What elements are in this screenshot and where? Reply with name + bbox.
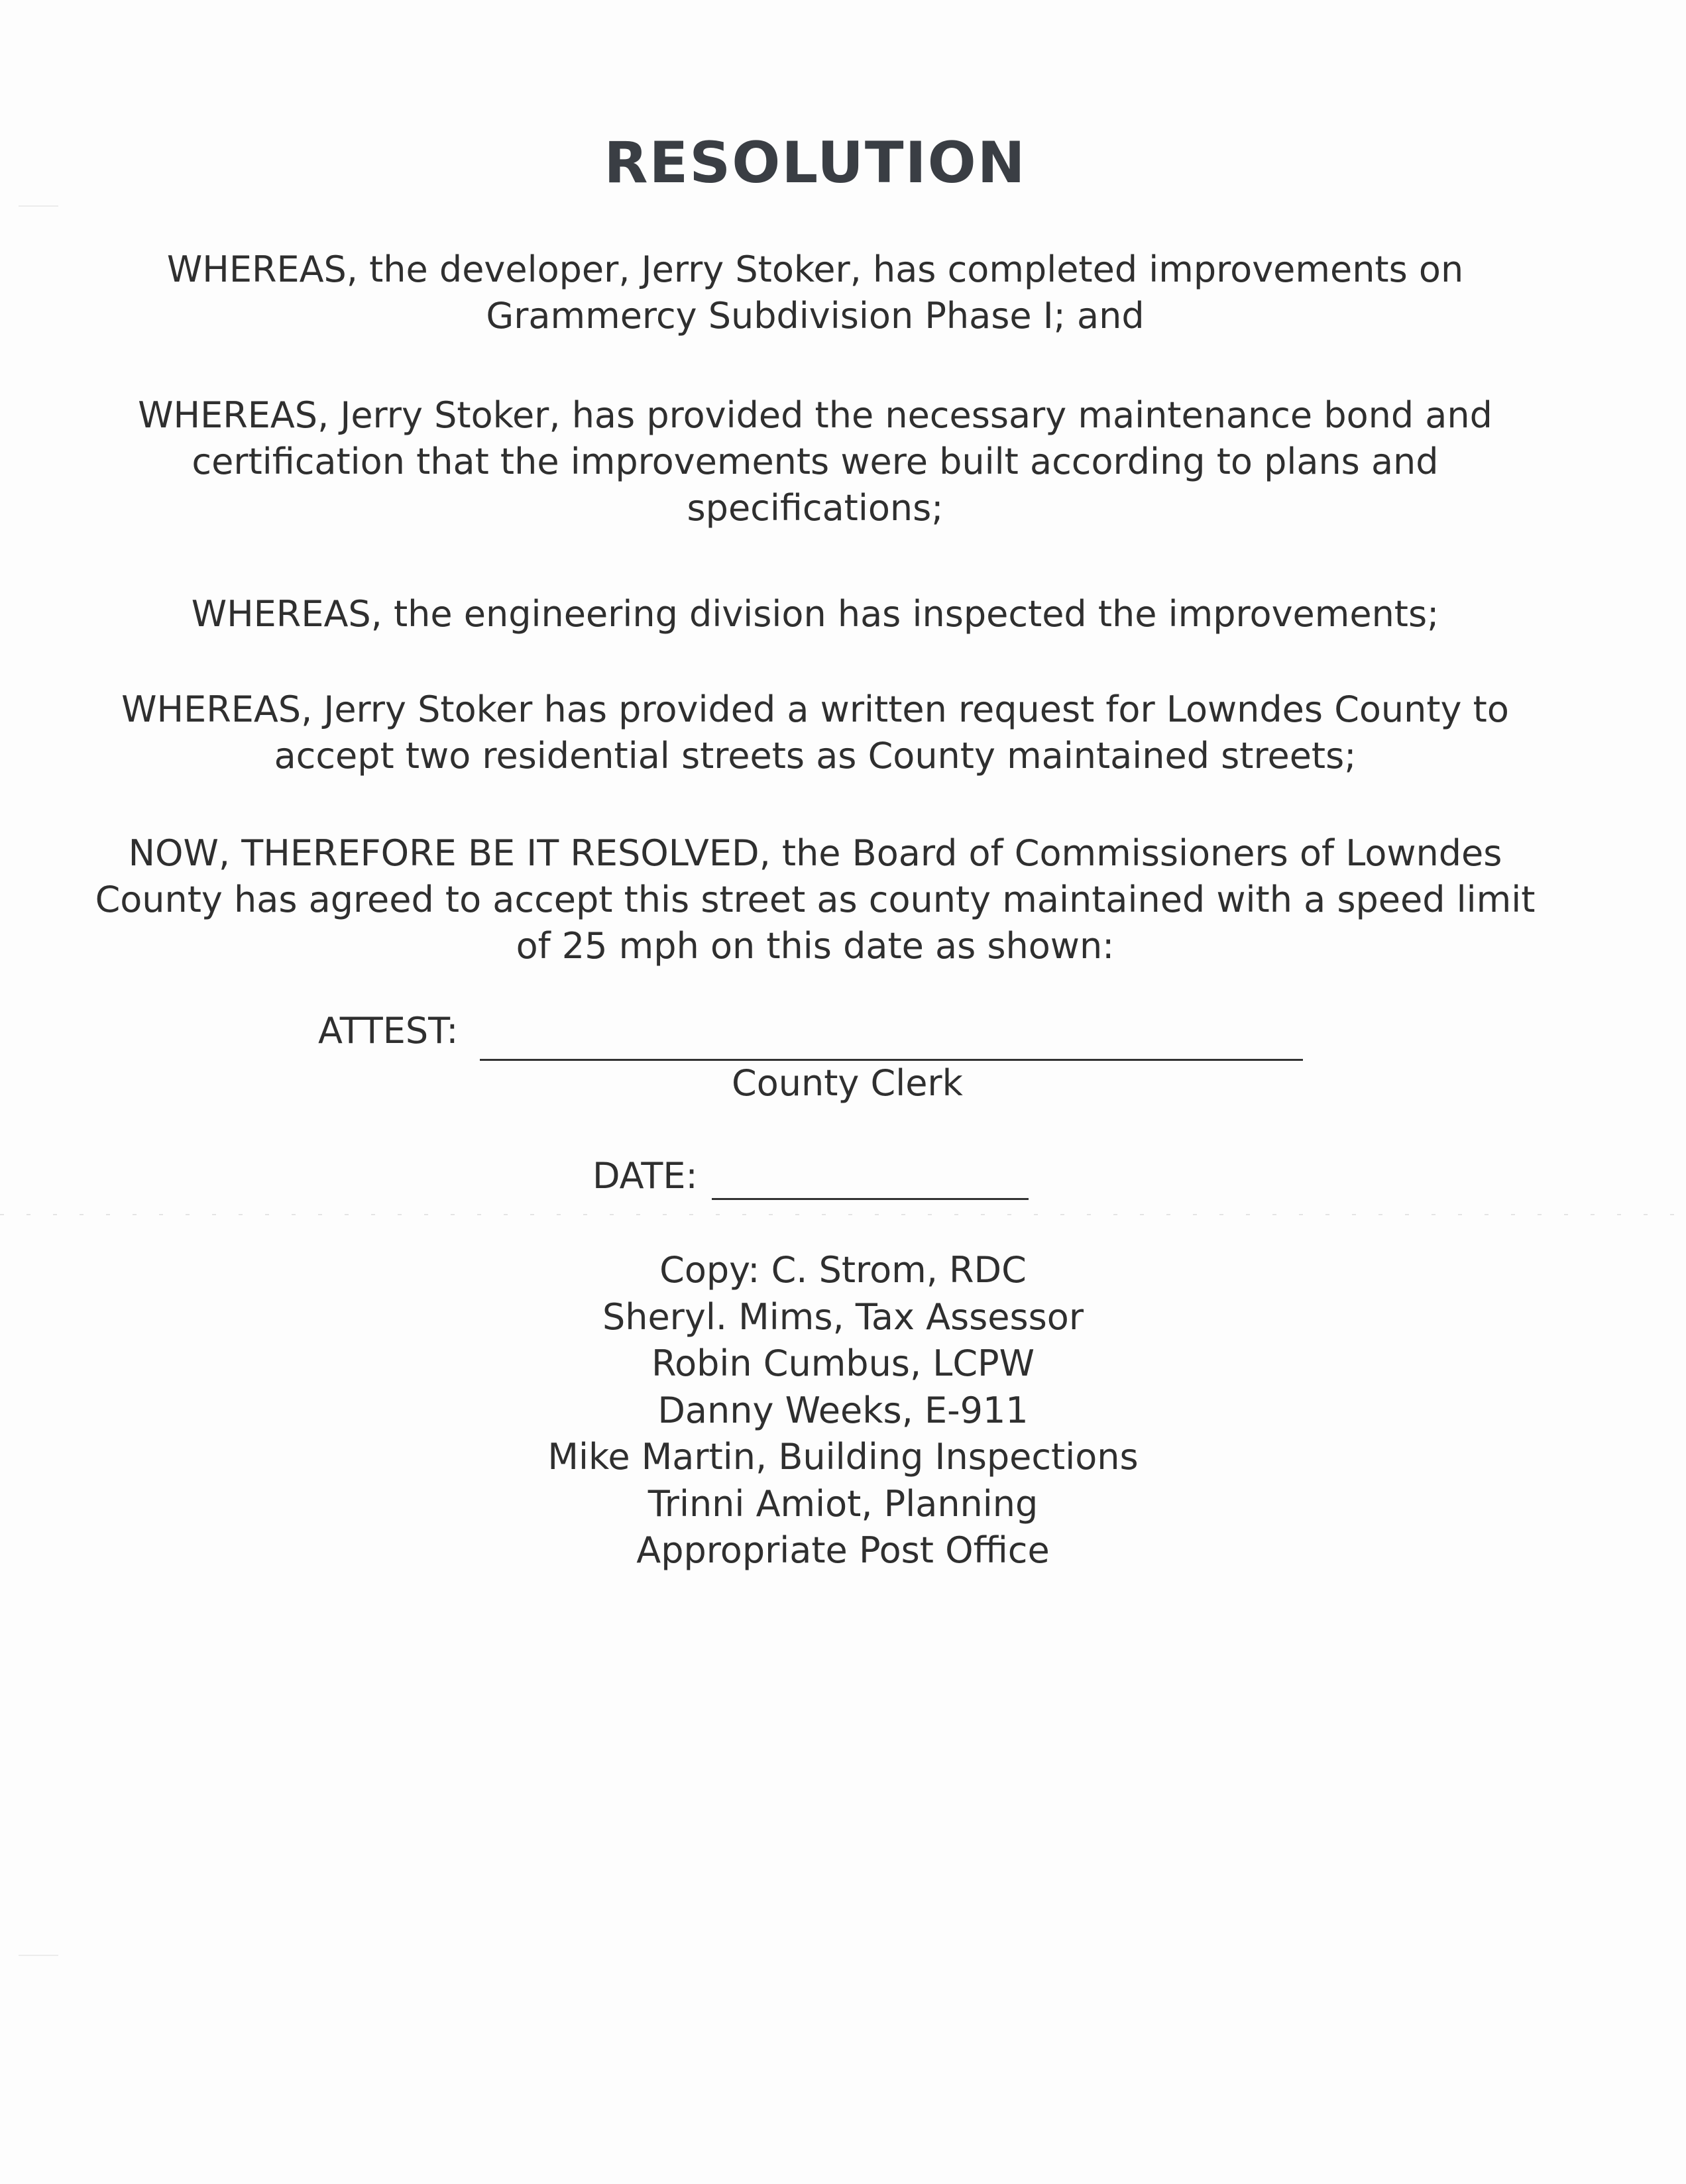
date-label: DATE: bbox=[592, 1155, 698, 1197]
copy-recipient: Robin Cumbus, LCPW bbox=[651, 1342, 1035, 1384]
whereas-paragraph-2: WHEREAS, Jerry Stoker, has provided the necessary maintenance bond and certification that the improvements were built according to plans and specifications; bbox=[138, 394, 1492, 529]
date-signature-line bbox=[712, 1198, 1029, 1200]
scan-edge-mark bbox=[19, 205, 58, 207]
document-title: RESOLUTION bbox=[604, 130, 1027, 196]
copy-distribution-list bbox=[0, 1247, 1686, 1574]
scan-edge-mark bbox=[19, 1955, 58, 1956]
attest-signature-line bbox=[480, 1059, 1303, 1061]
copy-recipient: Mike Martin, Building Inspections bbox=[547, 1436, 1139, 1478]
whereas-paragraph-3: WHEREAS, the engineering division has inspected the improvements; bbox=[191, 593, 1439, 635]
copy-recipient: Appropriate Post Office bbox=[636, 1529, 1050, 1571]
copy-recipient: Sheryl. Mims, Tax Assessor bbox=[602, 1295, 1084, 1338]
whereas-paragraph-4: WHEREAS, Jerry Stoker has provided a written request for Lowndes County to accept two residential streets as County maintained streets; bbox=[121, 688, 1509, 777]
attest-label: ATTEST: bbox=[318, 1010, 459, 1052]
whereas-paragraph-1: WHEREAS, the developer, Jerry Stoker, has completed improvements on Grammercy Subdivision Phase I; and bbox=[166, 248, 1464, 337]
copy-recipient: Copy: C. Strom, RDC bbox=[659, 1249, 1027, 1291]
copy-recipient: Danny Weeks, E-911 bbox=[657, 1389, 1029, 1431]
resolved-paragraph: NOW, THEREFORE BE IT RESOLVED, the Board of Commissioners of Lowndes County has agreed to accept this street as county maintained with a speed limit of 25 mph on this date as shown: bbox=[95, 832, 1536, 967]
scan-artifact-dots bbox=[0, 1214, 1686, 1215]
attest-signer-title: County Clerk bbox=[732, 1062, 963, 1104]
copy-recipient: Trinni Amiot, Planning bbox=[647, 1482, 1039, 1525]
